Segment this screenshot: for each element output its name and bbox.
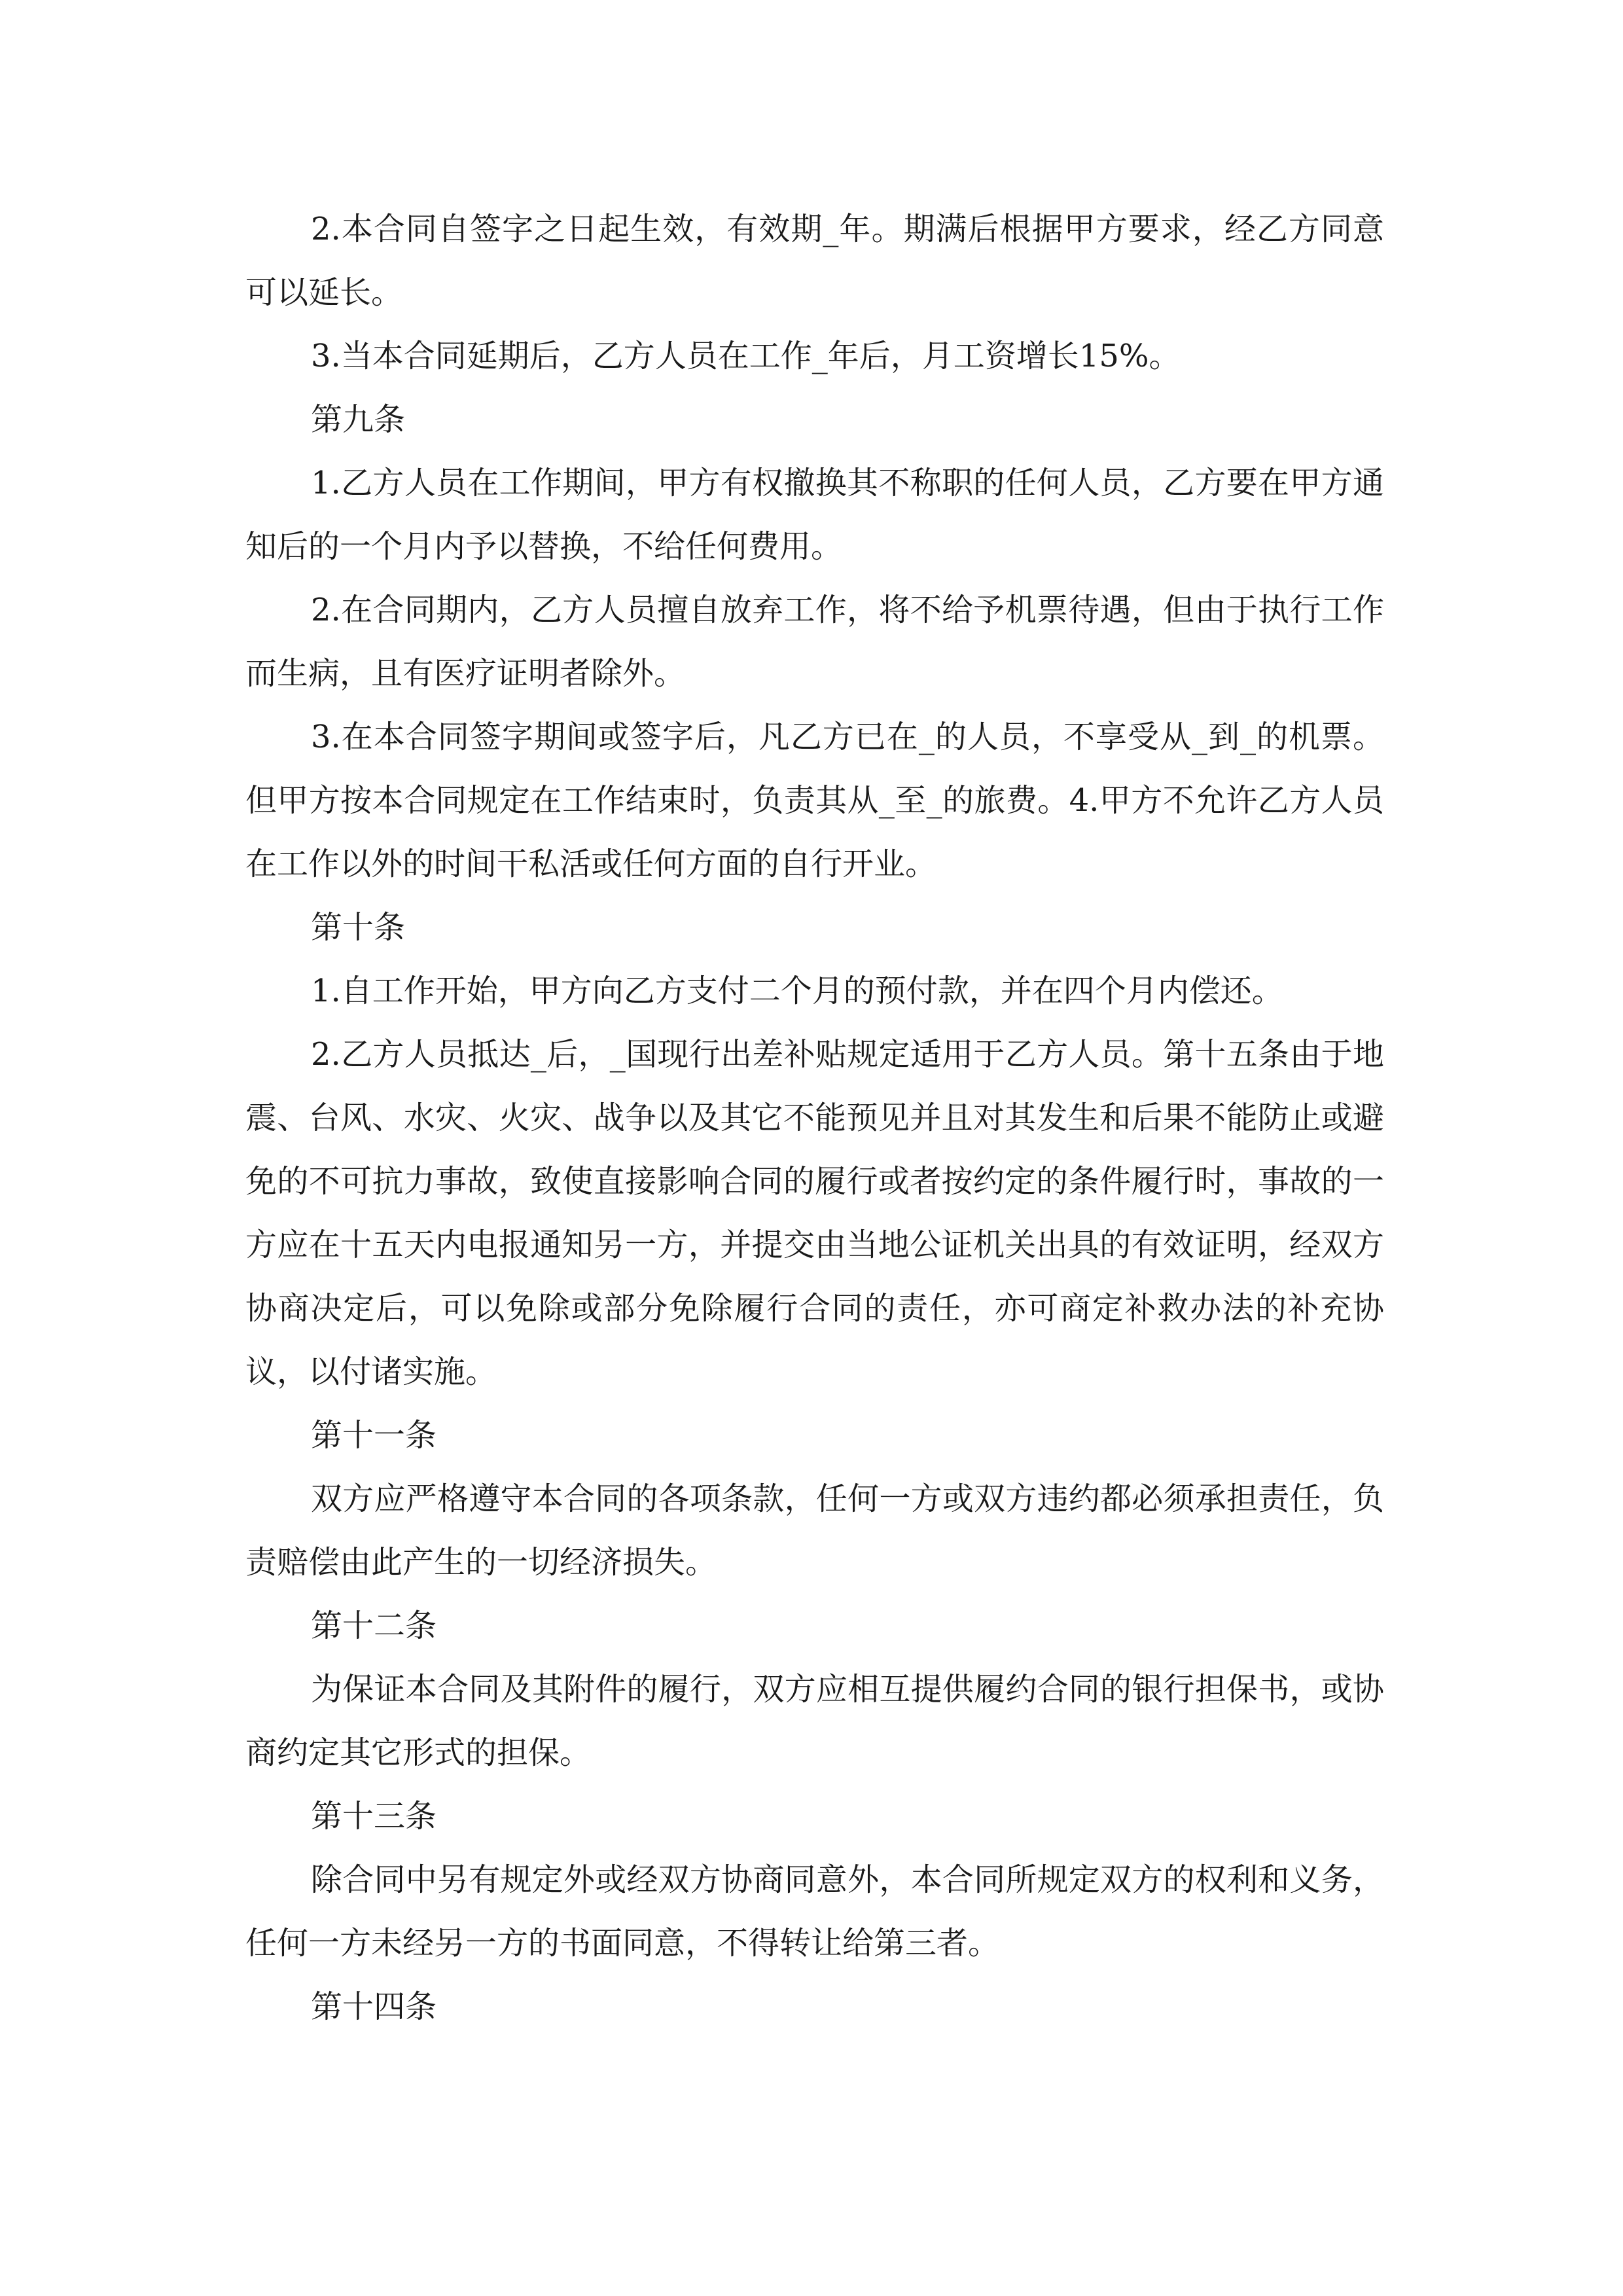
article-heading-12: 第十二条 <box>311 1607 437 1644</box>
paragraph-air-ticket: 3.在本合同签字期间或签字后，凡乙方已在_的人员，不享受从_到_的机票。但甲方按本合同规定在工作结束时，负责其从_至_的旅费。4.甲方不允许乙方人员在工作以外的时间干私活或任何方面的自行开业。 <box>245 719 1384 882</box>
article-heading-11: 第十一条 <box>311 1417 437 1454</box>
paragraph-replacement: 1.乙方人员在工作期间，甲方有权撤换其不称职的任何人员，乙方要在甲方通知后的一个月内予以替换，不给任何费用。 <box>245 465 1384 565</box>
paragraph-breach: 双方应严格遵守本合同的各项条款，任何一方或双方违约都必须承担责任，负责赔偿由此产生的一切经济损失。 <box>245 1480 1384 1581</box>
paragraph-advance-payment: 1.自工作开始，甲方向乙方支付二个月的预付款，并在四个月内偿还。 <box>311 973 1283 1009</box>
article-heading-10: 第十条 <box>311 909 406 946</box>
paragraph-contract-validity: 2.本合同自签字之日起生效，有效期_年。期满后根据甲方要求，经乙方同意可以延长。 <box>245 211 1384 311</box>
paragraph-guarantee: 为保证本合同及其附件的履行，双方应相互提供履约合同的银行担保书，或协商约定其它形式的担保。 <box>245 1671 1384 1771</box>
paragraph-salary-increase: 3.当本合同延期后，乙方人员在工作_年后，月工资增长15%。 <box>311 338 1181 374</box>
paragraph-transfer: 除合同中另有规定外或经双方协商同意外，本合同所规定双方的权利和义务，任何一方未经另一方的书面同意，不得转让给第三者。 <box>245 1861 1384 1962</box>
document-body <box>245 198 1384 2039</box>
article-heading-13: 第十三条 <box>311 1798 437 1835</box>
paragraph-force-majeure: 2.乙方人员抵达_后，_国现行出差补贴规定适用于乙方人员。第十五条由于地震、台风、水灾、火灾、战争以及其它不能预见并且对其发生和后果不能防止或避免的不可抗力事故，致使直接影响合同的履行或者按约定的条件履行时，事故的一方应在十五天内电报通知另一方，并提交由当地公证机关出具的有效证明，经双方协商决定后，可以免除或部分免除履行合同的责任，亦可商定补救办法的补充协议，以付诸实施。 <box>245 1036 1384 1390</box>
article-heading-9: 第九条 <box>311 401 406 438</box>
article-heading-14: 第十四条 <box>311 1988 437 2025</box>
paragraph-abandon-work: 2.在合同期内，乙方人员擅自放弃工作，将不给予机票待遇，但由于执行工作而生病，且有医疗证明者除外。 <box>245 592 1384 692</box>
